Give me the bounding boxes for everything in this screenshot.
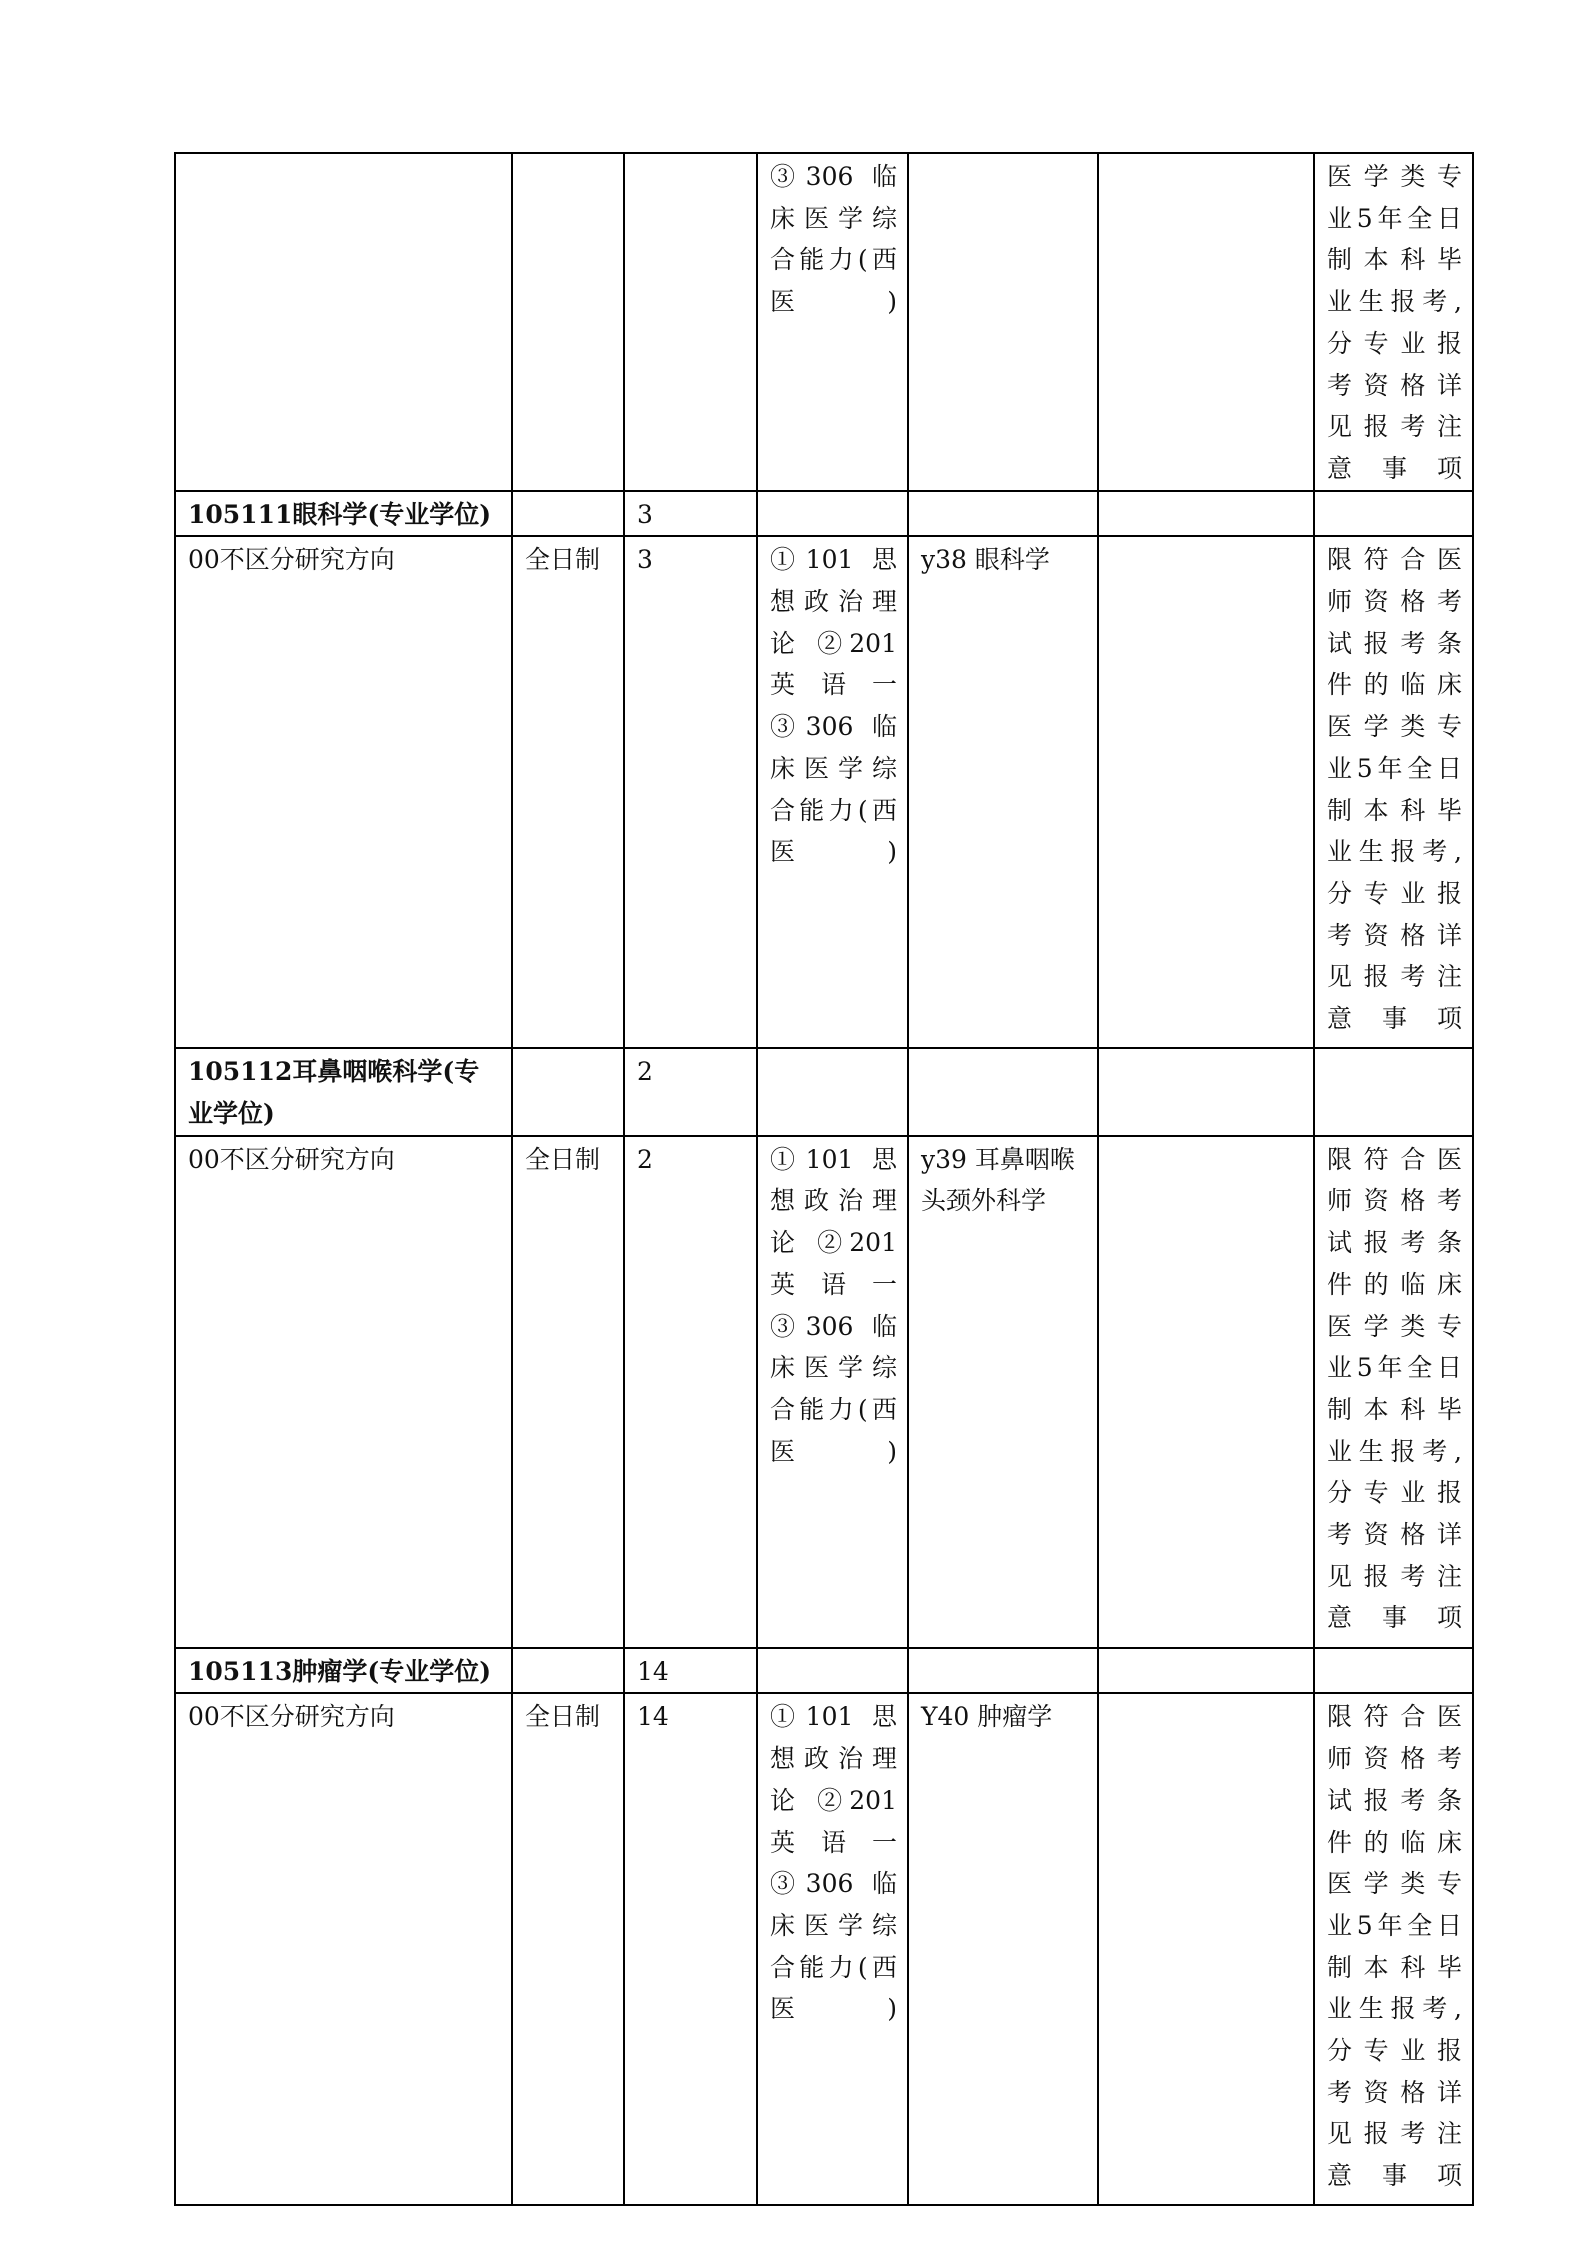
cell-line: 合能力(西 bbox=[770, 795, 897, 825]
direction-row bbox=[175, 536, 1473, 1048]
mode-cell bbox=[512, 491, 624, 537]
cell-line: 试报考条 bbox=[1327, 1785, 1462, 1815]
cell-line: 分专业报 bbox=[1327, 2036, 1462, 2066]
cell-line: 论 ②201 bbox=[770, 1785, 897, 1815]
remarks-blank-cell bbox=[1098, 1048, 1314, 1135]
major-name: 105113肿瘤学(专业学位) bbox=[175, 1648, 512, 1694]
cell-line: 论 ②201 bbox=[770, 628, 897, 658]
mode-cell bbox=[512, 1048, 624, 1135]
major-row bbox=[175, 491, 1473, 537]
cell-line: 考资格详 bbox=[1327, 370, 1462, 400]
quota-cell: 14 bbox=[624, 1648, 757, 1694]
quota-cell: 3 bbox=[624, 491, 757, 537]
cell-line: 医学类专 bbox=[1327, 712, 1462, 742]
remarks-blank-cell bbox=[1098, 1693, 1314, 2205]
cell-line: 医学类专 bbox=[1327, 1311, 1462, 1341]
cell-line: ①101 思 bbox=[770, 1144, 897, 1174]
cell-line: 见报考注 bbox=[1327, 962, 1462, 992]
cell-line: 业生报考, bbox=[1327, 1436, 1462, 1466]
cell-line: ③306 临 bbox=[770, 712, 897, 742]
cell-line: 限符合医 bbox=[1327, 1702, 1462, 1732]
cell-line: 想政治理 bbox=[770, 1186, 897, 1216]
mode-cell: 全日制 bbox=[512, 1136, 624, 1648]
exam-subjects-cell bbox=[757, 536, 908, 1048]
cell-line: 件的临床 bbox=[1327, 1827, 1462, 1857]
remarks-blank-cell bbox=[1098, 153, 1314, 491]
cell-line: 合能力(西 bbox=[770, 245, 897, 275]
cell-line: 业5年全日 bbox=[1327, 203, 1462, 233]
cell-line: 限符合医 bbox=[1327, 1144, 1462, 1174]
cell-line: 合能力(西 bbox=[770, 1952, 897, 1982]
cell-line: 分专业报 bbox=[1327, 878, 1462, 908]
mode-cell bbox=[512, 153, 624, 491]
direction-cell: 00不区分研究方向 bbox=[175, 536, 512, 1048]
cell-line: ①101 思 bbox=[770, 1702, 897, 1732]
direction-row bbox=[175, 1136, 1473, 1648]
cell-line: 英 语 一 bbox=[770, 1269, 897, 1299]
cell-line: 制本科毕 bbox=[1327, 1394, 1462, 1424]
cell-line: 考资格详 bbox=[1327, 1520, 1462, 1550]
notes-cell bbox=[1314, 491, 1473, 537]
cell-line: 师资格考 bbox=[1327, 1744, 1462, 1774]
cell-line: 医) bbox=[770, 1994, 897, 2024]
cell-line: 想政治理 bbox=[770, 587, 897, 617]
admissions-table bbox=[174, 152, 1474, 2206]
cell-line: 考资格详 bbox=[1327, 920, 1462, 950]
remarks-blank-cell bbox=[1098, 536, 1314, 1048]
cell-line: 制本科毕 bbox=[1327, 795, 1462, 825]
major-row bbox=[175, 1048, 1473, 1135]
cell-line: 限符合医 bbox=[1327, 545, 1462, 575]
cell-line: 见报考注 bbox=[1327, 412, 1462, 442]
cell-line: 医) bbox=[770, 1436, 897, 1466]
remarks-blank-cell bbox=[1098, 1648, 1314, 1694]
cell-line: 制本科毕 bbox=[1327, 1952, 1462, 1982]
quota-cell: 3 bbox=[624, 536, 757, 1048]
cell-line: 论 ②201 bbox=[770, 1228, 897, 1258]
cell-line: 件的临床 bbox=[1327, 1269, 1462, 1299]
exam-subjects-cell bbox=[757, 1136, 908, 1648]
cell-line: 师资格考 bbox=[1327, 587, 1462, 617]
remarks-blank-cell bbox=[1098, 491, 1314, 537]
cell-line: ③306 临 bbox=[770, 162, 897, 191]
retest-cell: y39 耳鼻咽喉头颈外科学 bbox=[908, 1136, 1098, 1648]
cell-line: 床医学综 bbox=[770, 1910, 897, 1940]
exam-subjects-cell bbox=[757, 1693, 908, 2205]
cell-line: 英 语 一 bbox=[770, 1827, 897, 1857]
cell-line: 考资格详 bbox=[1327, 2077, 1462, 2107]
retest-cell: Y40 肿瘤学 bbox=[908, 1693, 1098, 2205]
quota-cell: 2 bbox=[624, 1048, 757, 1135]
cell-line: 试报考条 bbox=[1327, 1228, 1462, 1258]
cell-line: 医学类专 bbox=[1327, 1869, 1462, 1899]
cell-line: 意事项 bbox=[1327, 1603, 1462, 1633]
quota-cell: 14 bbox=[624, 1693, 757, 2205]
notes-cell bbox=[1314, 536, 1473, 1048]
retest-cell bbox=[908, 1648, 1098, 1694]
quota-cell: 2 bbox=[624, 1136, 757, 1648]
cell-line: 见报考注 bbox=[1327, 2119, 1462, 2149]
cell-line: 床医学综 bbox=[770, 1353, 897, 1383]
cell-line: 试报考条 bbox=[1327, 628, 1462, 658]
remarks-blank-cell bbox=[1098, 1136, 1314, 1648]
cell-line: 医学类专 bbox=[1327, 162, 1462, 191]
notes-cell bbox=[1314, 1136, 1473, 1648]
mode-cell: 全日制 bbox=[512, 536, 624, 1048]
exam-subjects-cell bbox=[757, 1048, 908, 1135]
cell-line: 意事项 bbox=[1327, 453, 1462, 483]
cell-line: ③306 临 bbox=[770, 1311, 897, 1341]
exam-subjects-cell bbox=[757, 153, 908, 491]
cell-line: 业生报考, bbox=[1327, 837, 1462, 867]
cell-line: 见报考注 bbox=[1327, 1561, 1462, 1591]
cell-line: 制本科毕 bbox=[1327, 245, 1462, 275]
exam-subjects-cell bbox=[757, 491, 908, 537]
cell-line: 床医学综 bbox=[770, 203, 897, 233]
direction-cell: 00不区分研究方向 bbox=[175, 1693, 512, 2205]
notes-cell bbox=[1314, 1648, 1473, 1694]
direction-row bbox=[175, 1693, 1473, 2205]
cell-line: 意事项 bbox=[1327, 2161, 1462, 2191]
cell-line: 想政治理 bbox=[770, 1744, 897, 1774]
cell-line: 业5年全日 bbox=[1327, 1910, 1462, 1940]
notes-cell bbox=[1314, 1693, 1473, 2205]
retest-cell bbox=[908, 491, 1098, 537]
cell-line: 医) bbox=[770, 287, 897, 317]
retest-cell bbox=[908, 153, 1098, 491]
retest-cell: y38 眼科学 bbox=[908, 536, 1098, 1048]
cell-line: 业5年全日 bbox=[1327, 753, 1462, 783]
major-name: 105111眼科学(专业学位) bbox=[175, 491, 512, 537]
major-row bbox=[175, 1648, 1473, 1694]
quota-cell bbox=[624, 153, 757, 491]
mode-cell: 全日制 bbox=[512, 1693, 624, 2205]
exam-subjects-cell bbox=[757, 1648, 908, 1694]
cell-line: 意事项 bbox=[1327, 1004, 1462, 1034]
cell-line: 医) bbox=[770, 837, 897, 867]
notes-cell bbox=[1314, 153, 1473, 491]
cell-line: 床医学综 bbox=[770, 753, 897, 783]
cell-line: 合能力(西 bbox=[770, 1394, 897, 1424]
cell-line: 英 语 一 bbox=[770, 670, 897, 700]
notes-cell bbox=[1314, 1048, 1473, 1135]
cell-line: ①101 思 bbox=[770, 545, 897, 575]
cell-line: 业生报考, bbox=[1327, 287, 1462, 317]
direction-cell: 00不区分研究方向 bbox=[175, 1136, 512, 1648]
major-name: 105112耳鼻咽喉科学(专业学位) bbox=[175, 1048, 512, 1135]
direction-cell bbox=[175, 153, 512, 491]
cell-line: 师资格考 bbox=[1327, 1186, 1462, 1216]
mode-cell bbox=[512, 1648, 624, 1694]
cell-line: 分专业报 bbox=[1327, 1478, 1462, 1508]
cell-line: 业生报考, bbox=[1327, 1994, 1462, 2024]
cell-line: 业5年全日 bbox=[1327, 1353, 1462, 1383]
table-row bbox=[175, 153, 1473, 491]
cell-line: ③306 临 bbox=[770, 1869, 897, 1899]
cell-line: 件的临床 bbox=[1327, 670, 1462, 700]
retest-cell bbox=[908, 1048, 1098, 1135]
cell-line: 分专业报 bbox=[1327, 328, 1462, 358]
